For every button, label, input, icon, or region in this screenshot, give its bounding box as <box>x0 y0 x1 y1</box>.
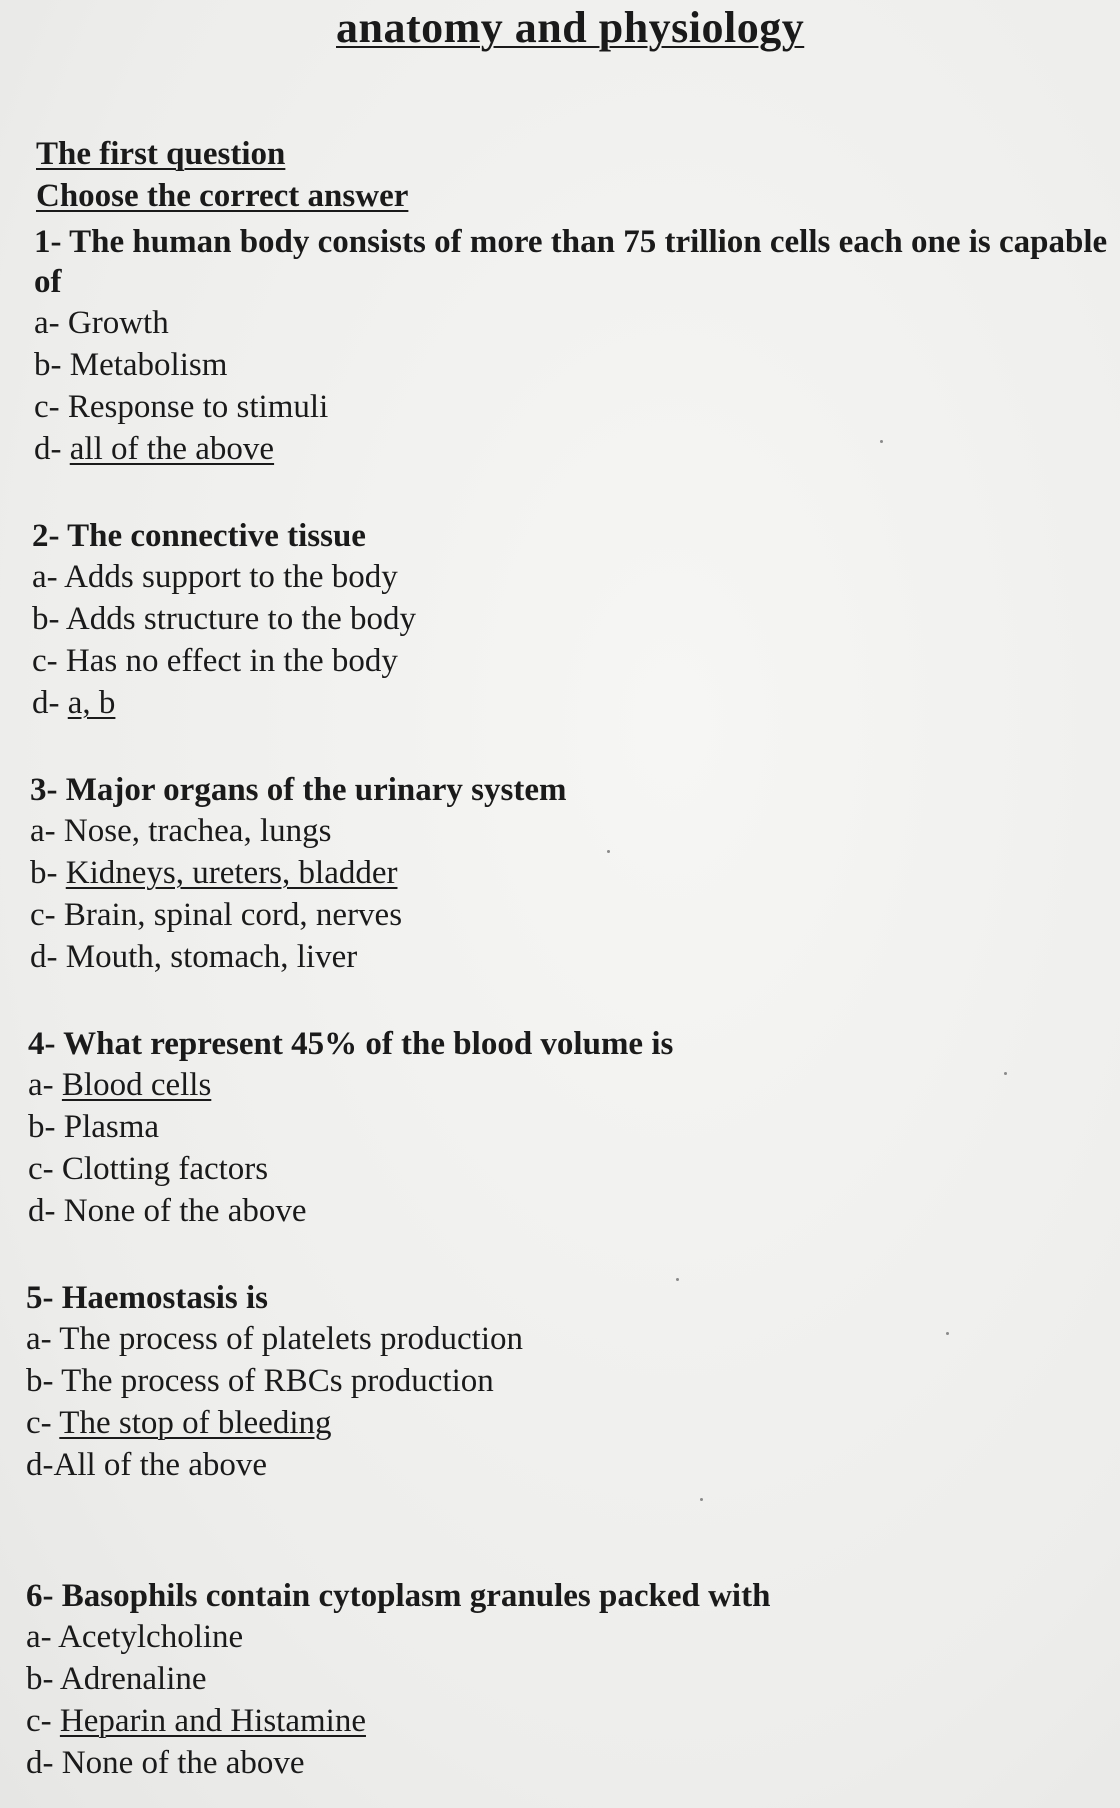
option-text: Adds support to the body <box>64 559 398 595</box>
option-text: Plasma <box>63 1109 160 1145</box>
option-text: Has no effect in the body <box>65 643 398 679</box>
page-title: anatomy and physiology <box>336 3 805 52</box>
question-2-option-d: d- a, b <box>32 685 116 721</box>
question-3-option-a: a- Nose, trachea, lungs <box>30 813 332 849</box>
question-1-option-a: a- Growth <box>34 305 169 341</box>
question-5-option-b: b- The process of RBCs production <box>26 1363 494 1399</box>
question-2-option-b: b- Adds structure to the body <box>32 601 417 637</box>
question-6-option-c: c- Heparin and Histamine <box>26 1703 366 1739</box>
question-5 <box>26 1278 1106 1486</box>
question-2-option-c: c- Has no effect in the body <box>32 643 398 679</box>
option-text: Nose, trachea, lungs <box>63 813 332 849</box>
option-text: Clotting factors <box>61 1151 269 1187</box>
question-4-text: 4- What represent 45% of the blood volume is <box>28 1026 674 1062</box>
option-text: Adrenaline <box>59 1661 207 1697</box>
question-6-text: 6- Basophils contain cytoplasm granules packed with <box>26 1578 771 1614</box>
option-text-answer: Blood cells <box>61 1067 212 1103</box>
section-instruction: Choose the correct answer <box>36 178 409 214</box>
option-text: None of the above <box>61 1745 305 1781</box>
option-text: The process of platelets production <box>59 1321 523 1357</box>
question-4-option-b: b- Plasma <box>28 1109 160 1145</box>
option-text: The process of RBCs production <box>61 1363 494 1399</box>
question-6 <box>26 1576 1106 1784</box>
scan-speck <box>880 440 883 443</box>
section-heading: The first question <box>36 136 286 172</box>
question-1-option-d: d- all of the above <box>34 431 275 467</box>
option-text: Adds structure to the body <box>65 601 417 637</box>
question-6-option-d: d- None of the above <box>26 1745 305 1781</box>
scan-speck <box>946 1332 949 1335</box>
question-5-option-d: d-All of the above <box>26 1447 268 1483</box>
option-text: Brain, spinal cord, nerves <box>63 897 403 933</box>
option-text-answer: The stop of bleeding <box>59 1405 332 1441</box>
option-text: Acetylcholine <box>58 1619 244 1655</box>
option-text-answer: a, b <box>67 685 116 721</box>
question-2 <box>32 516 1112 724</box>
option-text: All of the above <box>53 1447 268 1483</box>
question-4-option-a: a- Blood cells <box>28 1067 212 1103</box>
option-text: None of the above <box>63 1193 307 1229</box>
option-text: Growth <box>67 305 169 341</box>
question-4-option-c: c- Clotting factors <box>28 1151 269 1187</box>
question-4-option-d: d- None of the above <box>28 1193 307 1229</box>
question-1 <box>34 222 1114 470</box>
option-text: Response to stimuli <box>67 389 329 425</box>
scan-speck <box>607 850 610 853</box>
option-text-answer: Kidneys, ureters, bladder <box>65 855 398 891</box>
question-3-text: 3- Major organs of the urinary system <box>30 772 567 808</box>
question-1-text: 1- The human body consists of more than 75 trillion cells each one is capable of <box>34 224 1108 300</box>
scan-speck <box>1004 1072 1007 1075</box>
option-text-answer: all of the above <box>69 431 275 467</box>
scan-speck <box>676 1278 679 1281</box>
question-1-option-b: b- Metabolism <box>34 347 228 383</box>
question-5-option-c: c- The stop of bleeding <box>26 1405 332 1441</box>
option-text: Metabolism <box>69 347 228 383</box>
question-6-option-a: a- Acetylcholine <box>26 1619 244 1655</box>
question-3-option-d: d- Mouth, stomach, liver <box>30 939 358 975</box>
question-3-option-b: b- Kidneys, ureters, bladder <box>30 855 398 891</box>
question-3 <box>30 770 1110 978</box>
option-text-answer: Heparin and Histamine <box>59 1703 366 1739</box>
question-6-option-b: b- Adrenaline <box>26 1661 207 1697</box>
question-5-option-a: a- The process of platelets production <box>26 1321 523 1357</box>
question-1-option-c: c- Response to stimuli <box>34 389 329 425</box>
question-5-text: 5- Haemostasis is <box>26 1280 268 1316</box>
question-2-text: 2- The connective tissue <box>32 518 366 554</box>
scan-speck <box>700 1498 703 1501</box>
option-text: Mouth, stomach, liver <box>65 939 358 975</box>
question-2-option-a: a- Adds support to the body <box>32 559 398 595</box>
question-4 <box>28 1024 1108 1232</box>
question-3-option-c: c- Brain, spinal cord, nerves <box>30 897 403 933</box>
